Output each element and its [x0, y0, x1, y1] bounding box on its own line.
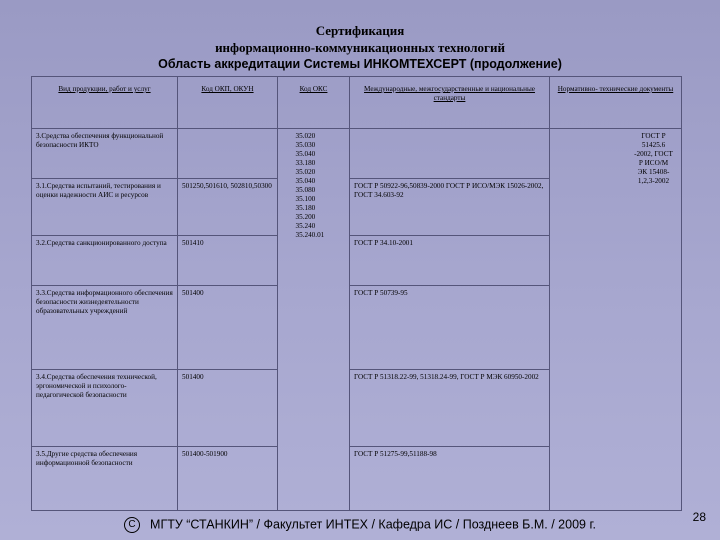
okp-cell: 501400 — [178, 370, 278, 447]
table-row — [32, 129, 682, 179]
product-cell: 3.2.Средства санкционированного доступа — [32, 236, 178, 286]
standard-cell: ГОСТ Р 50739-95 — [350, 286, 550, 370]
oks-codes: 35.020 35.030 35.040 33.180 35.020 35.040 35.080 35.100 35.180 35.200 35.240 35.240.01 — [295, 132, 325, 239]
page-number: 28 — [692, 510, 706, 524]
header-normative: Нормативно- технические документы — [550, 77, 682, 129]
page-title — [0, 22, 720, 73]
footer-text: МГТУ “СТАНКИН” / Факультет ИНТЕХ / Кафедра ИС / Позднеев Б.М. / 2009 г. — [150, 517, 596, 532]
product-cell: 3.Средства обеспечения функциональной безопасности ИКТО — [32, 129, 178, 179]
okp-cell: 501410 — [178, 236, 278, 286]
normative-cell — [550, 129, 682, 511]
header-product: Вид продукции, работ и услуг — [32, 77, 178, 129]
product-cell: 3.3.Средства информационного обеспечения безопасности жизнедеятельности образовательных учреждений — [32, 286, 178, 370]
title-line-2: информационно-коммуникационных технологий — [215, 40, 505, 55]
standard-cell — [350, 129, 550, 179]
accreditation-table — [31, 76, 682, 511]
product-cell: 3.4.Средства обеспечения технической, эргономической и психолого-педагогической безопасности — [32, 370, 178, 447]
standard-cell: ГОСТ Р 50922-96,50839-2000 ГОСТ Р ИСО/МЭК 15026-2002, ГОСТ 34.603-92 — [350, 179, 550, 236]
product-cell: 3.1.Средства испытаний, тестирования и оценки надежности АИС и ресурсов — [32, 179, 178, 236]
title-line-3: Область аккредитации Системы ИНКОМТЕХСЕРТ (продолжение) — [158, 57, 562, 71]
standard-cell: ГОСТ Р 51275-99,51188-98 — [350, 447, 550, 511]
table-header-row — [32, 77, 682, 129]
title-line-1: Сертификация — [315, 23, 405, 38]
okp-cell: 501250,501610, 502810,50300 — [178, 179, 278, 236]
normative-docs: ГОСТ Р 51425.6 -2002, ГОСТ Р ИСО/М ЭК 15408-1,2,3-2002 — [634, 132, 673, 185]
standard-cell: ГОСТ Р 34.10-2001 — [350, 236, 550, 286]
product-cell: 3.5.Другие средства обеспечения информационной безопасности — [32, 447, 178, 511]
footer — [0, 517, 720, 533]
okp-cell — [178, 129, 278, 179]
standard-cell: ГОСТ Р 51318.22-99, 51318.24-99, ГОСТ Р МЭК 60950-2002 — [350, 370, 550, 447]
okp-cell: 501400-501900 — [178, 447, 278, 511]
oks-codes-cell — [278, 129, 350, 511]
header-standards: Международные, межгосударственные и национальные стандарты — [350, 77, 550, 129]
header-okp: Код ОКП, ОКУН — [178, 77, 278, 129]
copyright-icon: C — [124, 517, 140, 533]
header-oks: Код ОКС — [278, 77, 350, 129]
okp-cell: 501400 — [178, 286, 278, 370]
